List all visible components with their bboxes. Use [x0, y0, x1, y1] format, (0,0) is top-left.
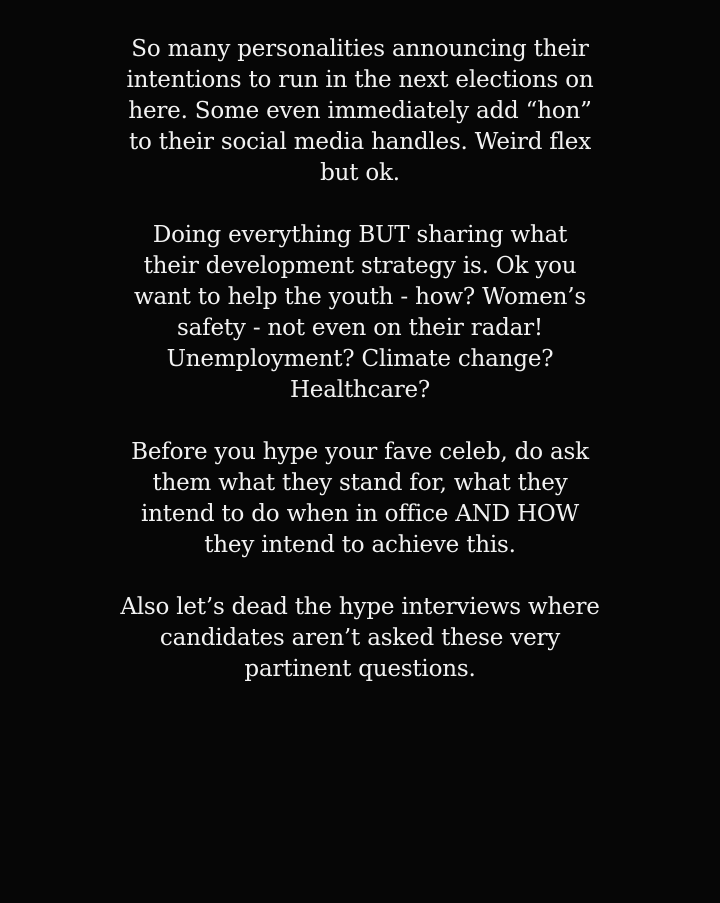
text-line: to their social media handles. Weird flex	[129, 129, 591, 155]
story-text-block	[60, 34, 660, 716]
text-line: Also let’s dead the hype interviews where	[120, 594, 600, 620]
text-line: safety - not even on their radar!	[177, 315, 543, 341]
text-line: their development strategy is. Ok you	[143, 253, 577, 279]
text-line: Unemployment? Climate change?	[166, 346, 554, 372]
paragraph-1	[60, 34, 660, 189]
text-line: So many personalities announcing their	[131, 36, 589, 62]
paragraph-3	[60, 437, 660, 561]
text-line: them what they stand for, what they	[152, 470, 568, 496]
text-line: intend to do when in office AND HOW	[141, 501, 579, 527]
paragraph-4	[60, 592, 660, 685]
text-line: Doing everything BUT sharing what	[152, 222, 568, 248]
text-line: candidates aren’t asked these very	[159, 625, 561, 651]
text-line: Before you hype your fave celeb, do ask	[131, 439, 589, 465]
text-line: partinent questions.	[244, 656, 476, 682]
text-line: they intend to achieve this.	[204, 532, 516, 558]
text-line: Healthcare?	[289, 377, 431, 403]
text-line: want to help the youth - how? Women’s	[134, 284, 586, 310]
text-line: but ok.	[320, 160, 400, 186]
text-line: here. Some even immediately add “hon”	[128, 98, 592, 124]
text-line: intentions to run in the next elections on	[126, 67, 594, 93]
paragraph-2	[60, 220, 660, 406]
